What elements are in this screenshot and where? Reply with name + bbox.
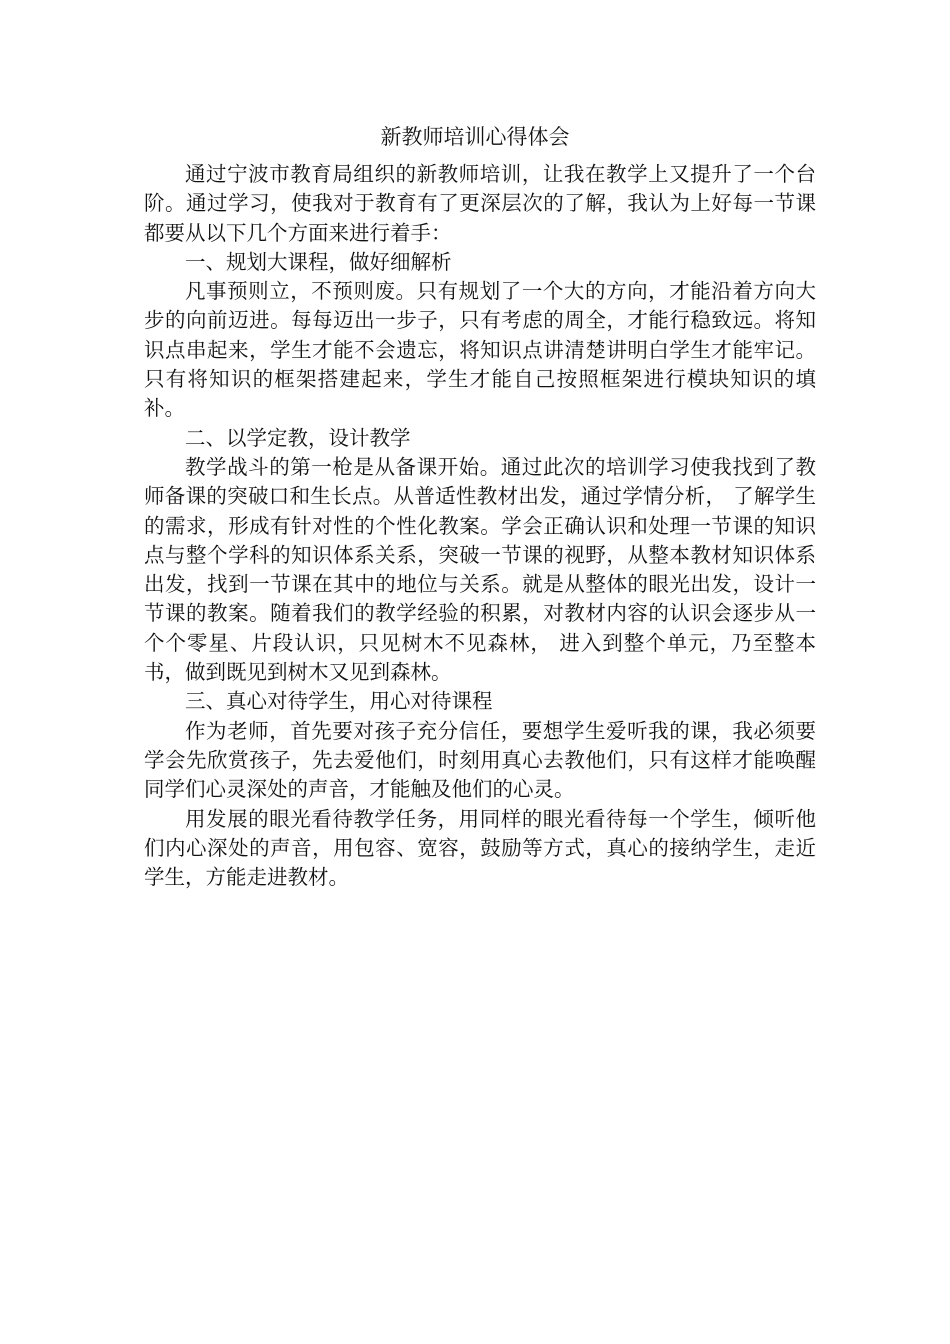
document-body [144,160,816,892]
section-heading-1: 一、规划大课程，做好细解析 [185,249,452,274]
section-1-paragraph: 凡事预则立，不预则废。只有规划了一个大的方向，才能沿着方向大步的向前迈进。每每迈出一步子，只有考虑的周全，才能行稳致远。将知识点串起来，学生才能不会遗忘，将知识点讲清楚讲明白学生才能牢记。只有将知识的框架搭建起来，学生才能自己按照框架进行模块知识的填补。 [144,279,816,421]
intro-paragraph: 通过宁波市教育局组织的新教师培训，让我在教学上又提升了一个台阶。通过学习，使我对于教育有了更深层次的了解，我认为上好每一节课都要从以下几个方面来进行着手： [144,162,816,245]
section-heading-2: 二、以学定教，设计教学 [185,425,411,450]
section-3-paragraph-2: 用发展的眼光看待教学任务，用同样的眼光看待每一个学生，倾听他们内心深处的声音，用包容、宽容，鼓励等方式，真心的接纳学生，走近学生，方能走进教材。 [144,806,816,890]
document-title: 新教师培训心得体会 [380,125,570,149]
section-3-paragraph-1: 作为老师，首先要对孩子充分信任，要想学生爱听我的课，我必须要学会先欣赏孩子，先去爱他们，时刻用真心去教他们，只有这样才能唤醒同学们心灵深处的声音，才能触及他们的心灵。 [144,718,816,802]
section-2-paragraph: 教学战斗的第一枪是从备课开始。通过此次的培训学习使我找到了教师备课的突破口和生长点。从普适性教材出发，通过学情分析， 了解学生的需求，形成有针对性的个性化教案。学会正确认识和处理一节课的知识点与整个学科的知识体系关系，突破一节课的视野，从整本教材知识体系出发，找到一节课在其中的地位与关系。就是从整体的眼光出发，设计一节课的教案。随着我们的教学经验的积累，对教材内容的认识会逐步从一个个零星、片段认识，只见树木不见森林， 进入到整个单元，乃至整本书，做到既见到树木又见到森林。 [144,454,816,685]
section-heading-3: 三、真心对待学生，用心对待课程 [185,689,493,714]
